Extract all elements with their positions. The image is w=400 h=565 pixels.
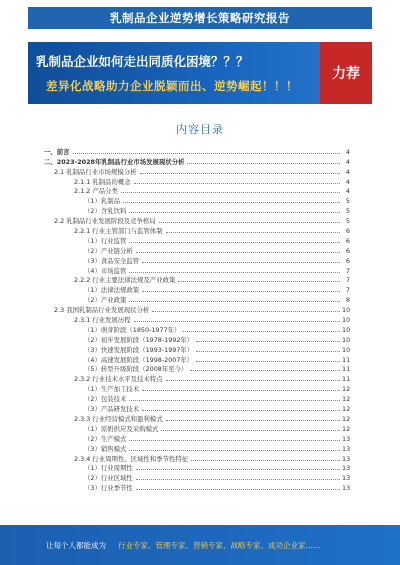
toc-entry[interactable] bbox=[44, 383, 350, 393]
toc-leader-dots bbox=[166, 420, 340, 421]
toc-entry[interactable] bbox=[44, 314, 350, 324]
toc-entry[interactable] bbox=[44, 344, 350, 354]
toc-entry[interactable] bbox=[44, 245, 350, 255]
toc-entry-text: 2.2.1 行业主管部门与监管体制 bbox=[74, 227, 163, 236]
toc-entry-page: 13 bbox=[342, 454, 351, 463]
toc-leader-dots bbox=[183, 331, 340, 332]
toc-entry-page: 4 bbox=[345, 167, 350, 176]
toc-entry-text: （3）快速发展阶段（1993-1997年） bbox=[84, 345, 194, 354]
toc-leader-dots bbox=[129, 242, 340, 243]
toc-entry-page: 4 bbox=[345, 177, 350, 186]
toc-entry[interactable] bbox=[44, 235, 350, 245]
toc-entry-page: 10 bbox=[342, 345, 351, 354]
toc-entry-text: （4）市场监管 bbox=[84, 266, 127, 275]
toc-entry-text: 2.3.3 行业经营模式和盈利模式 bbox=[74, 414, 163, 423]
toc-leader-dots bbox=[121, 192, 340, 193]
toc-leader-dots bbox=[134, 321, 340, 322]
toc-entry-text: 2.3.4 行业周期性、区域性和季节性特征 bbox=[74, 454, 189, 463]
toc-entry-page: 10 bbox=[342, 325, 351, 334]
toc-entry[interactable] bbox=[44, 354, 350, 364]
toc-leader-dots bbox=[190, 370, 340, 371]
toc-entry-text: （1）萌芽阶段（1850-1977年） bbox=[84, 325, 181, 334]
toc-entry-page: 7 bbox=[345, 266, 350, 275]
toc-leader-dots bbox=[140, 173, 341, 174]
toc-entry-page: 10 bbox=[342, 306, 351, 315]
toc-leader-dots bbox=[129, 440, 340, 441]
toc-entry-text: （2）含乳饮料 bbox=[84, 207, 127, 216]
toc-entry-text: （1）生产加工技术 bbox=[84, 385, 140, 394]
toc-entry-text: （2）产业链分析 bbox=[84, 246, 133, 255]
toc-entry-text: 2.3 我国乳制品行业发展现状分析 bbox=[54, 306, 150, 315]
toc-entry-page: 6 bbox=[345, 246, 350, 255]
toc-entry-text: 2.1.2 产品分类 bbox=[74, 187, 118, 196]
toc-entry-page: 8 bbox=[345, 296, 350, 305]
toc-entry-page: 4 bbox=[345, 147, 350, 156]
toc-entry-page: 13 bbox=[342, 464, 351, 473]
hero-title: 乳制品企业如何走出同质化困境？？？ bbox=[36, 54, 249, 69]
toc-leader-dots bbox=[142, 410, 340, 411]
top-bar bbox=[0, 0, 400, 36]
toc-entry-page: 12 bbox=[342, 405, 351, 414]
toc-entry[interactable] bbox=[44, 284, 350, 294]
toc-entry-text: （1）行业周期性 bbox=[84, 464, 133, 473]
toc-entry-text: （3）产品研发技术 bbox=[84, 405, 140, 414]
toc-entry-text: （3）行业季节性 bbox=[84, 484, 133, 493]
toc-leader-dots bbox=[159, 222, 340, 223]
report-title-band bbox=[28, 7, 372, 29]
toc-entry-text: （2）包装技术 bbox=[84, 395, 127, 404]
toc-entry-text: （2）生产模式 bbox=[84, 434, 127, 443]
toc-leader-dots bbox=[134, 183, 340, 184]
toc-entry-text: （2）初步发展阶段（1978-1992年） bbox=[84, 335, 194, 344]
toc-entry[interactable] bbox=[44, 453, 350, 463]
toc-entry-page: 4 bbox=[345, 187, 350, 196]
toc-leader-dots bbox=[196, 351, 340, 352]
toc-leader-dots bbox=[129, 450, 340, 451]
toc-entry[interactable] bbox=[44, 413, 350, 423]
toc-entry-text: （2）产业政策 bbox=[84, 296, 127, 305]
toc-entry-text: 2.2.2 行业主要法律法规及产业政策 bbox=[74, 276, 176, 285]
toc-leader-dots bbox=[136, 252, 340, 253]
toc-leader-dots bbox=[73, 153, 340, 154]
toc-entry-page: 6 bbox=[345, 227, 350, 236]
toc-entry-page: 7 bbox=[345, 276, 350, 285]
toc-entry-page: 5 bbox=[345, 197, 350, 206]
toc-entry[interactable] bbox=[44, 304, 350, 314]
toc-entry-page: 6 bbox=[345, 256, 350, 265]
toc-leader-dots bbox=[196, 341, 340, 342]
toc-entry-page: 11 bbox=[342, 365, 351, 374]
toc-entry-page: 5 bbox=[345, 217, 350, 226]
toc-entry[interactable] bbox=[44, 156, 350, 166]
toc-entry-text: （1）乳制品 bbox=[84, 197, 121, 206]
toc-entry-page: 11 bbox=[342, 375, 351, 384]
toc-entry-text: 二、2023-2028年乳制品行业市场发展现状分析 bbox=[44, 157, 185, 166]
toc-entry-page: 6 bbox=[345, 236, 350, 245]
toc-entry-page: 7 bbox=[345, 286, 350, 295]
toc-leader-dots bbox=[136, 489, 340, 490]
toc-entry[interactable] bbox=[44, 255, 350, 265]
toc-entry-text: 2.1 乳制品行业市场规模分析 bbox=[54, 167, 137, 176]
toc-entry[interactable] bbox=[44, 463, 350, 473]
toc-entry[interactable] bbox=[44, 482, 350, 492]
toc-entry[interactable] bbox=[44, 393, 350, 403]
toc-leader-dots bbox=[129, 301, 340, 302]
toc-entry[interactable] bbox=[44, 443, 350, 453]
toc-entry[interactable] bbox=[44, 373, 350, 383]
toc-entry[interactable] bbox=[44, 146, 350, 156]
toc-entry-page: 5 bbox=[345, 207, 350, 216]
toc-entry-page: 10 bbox=[342, 335, 351, 344]
toc-entry[interactable] bbox=[44, 265, 350, 275]
toc-entry[interactable] bbox=[44, 195, 350, 205]
toc-entry-page: 11 bbox=[342, 355, 351, 364]
toc-entry[interactable] bbox=[44, 324, 350, 334]
toc-leader-dots bbox=[166, 380, 340, 381]
toc-entry-text: （3）销售模式 bbox=[84, 444, 127, 453]
footer-bar bbox=[0, 525, 400, 565]
toc-entry[interactable] bbox=[44, 294, 350, 304]
toc-entry[interactable] bbox=[44, 433, 350, 443]
toc-leader-dots bbox=[196, 361, 340, 362]
toc-entry[interactable] bbox=[44, 364, 350, 374]
toc-leader-dots bbox=[129, 212, 340, 213]
toc-entry-page: 12 bbox=[342, 424, 351, 433]
toc-entry-text: 2.3.2 行业技术水平及技术特点 bbox=[74, 375, 163, 384]
toc-leader-dots bbox=[129, 272, 340, 273]
toc-leader-dots bbox=[129, 400, 340, 401]
toc-entry-text: 2.3.1 行业发展历程 bbox=[74, 316, 131, 325]
toc-entry-text: 2.1.1 乳制品的概念 bbox=[74, 177, 131, 186]
toc-entry-page: 13 bbox=[342, 444, 351, 453]
toc-entry[interactable] bbox=[44, 334, 350, 344]
toc-entry-page: 12 bbox=[342, 385, 351, 394]
toc-leader-dots bbox=[136, 469, 340, 470]
toc-leader-dots bbox=[161, 430, 340, 431]
toc-entry[interactable] bbox=[44, 215, 350, 225]
toc-entry-text: 一、前言 bbox=[44, 147, 70, 156]
toc-entry-text: （5）转型升级阶段（2008年至今） bbox=[84, 365, 188, 374]
toc-leader-dots bbox=[166, 232, 340, 233]
toc-entry-page: 13 bbox=[342, 434, 351, 443]
table-of-contents bbox=[44, 146, 350, 492]
toc-entry-text: （1）法律法规政策 bbox=[84, 286, 140, 295]
toc-leader-dots bbox=[152, 311, 340, 312]
hero-banner bbox=[28, 42, 372, 104]
report-title: 乳制品企业逆势增长策略研究报告 bbox=[110, 11, 290, 25]
toc-entry-page: 13 bbox=[342, 474, 351, 483]
footer-left-text: 让每个人都能成为 bbox=[46, 540, 106, 550]
toc-entry[interactable] bbox=[44, 205, 350, 215]
toc-leader-dots bbox=[142, 291, 340, 292]
toc-entry[interactable] bbox=[44, 186, 350, 196]
toc-entry-text: 2.2 乳制品行业发展阶段及竞争格局 bbox=[54, 217, 156, 226]
toc-entry-page: 10 bbox=[342, 316, 351, 325]
toc-entry[interactable] bbox=[44, 225, 350, 235]
toc-entry[interactable] bbox=[44, 472, 350, 482]
toc-leader-dots bbox=[136, 479, 340, 480]
toc-entry[interactable] bbox=[44, 176, 350, 186]
recommend-stamp-text: 力荐 bbox=[332, 66, 360, 82]
toc-entry-page: 4 bbox=[345, 157, 350, 166]
toc-entry[interactable] bbox=[44, 166, 350, 176]
toc-leader-dots bbox=[178, 281, 340, 282]
toc-leader-dots bbox=[123, 202, 340, 203]
toc-entry-text: （1）原奶供应及采购模式 bbox=[84, 424, 159, 433]
toc-entry-text: （1）行业监管 bbox=[84, 236, 127, 245]
toc-entry-page: 12 bbox=[342, 395, 351, 404]
toc-entry[interactable] bbox=[44, 403, 350, 413]
toc-leader-dots bbox=[191, 460, 340, 461]
toc-entry-text: （2）行业区域性 bbox=[84, 474, 133, 483]
footer-right-text: 行业专家、管理专家、营销专家、战略专家、成功企业家…… bbox=[118, 540, 321, 550]
toc-title: 内容目录 bbox=[176, 123, 224, 136]
toc-entry[interactable] bbox=[44, 423, 350, 433]
toc-entry-text: （4）高速发展阶段（1998-2007年） bbox=[84, 355, 194, 364]
toc-leader-dots bbox=[142, 262, 340, 263]
toc-entry-page: 13 bbox=[342, 484, 351, 493]
toc-entry[interactable] bbox=[44, 275, 350, 285]
toc-leader-dots bbox=[142, 390, 340, 391]
hero-subtitle: 差异化战略助力企业脱颖而出、逆势崛起！！！ bbox=[46, 79, 298, 93]
toc-entry-page: 12 bbox=[342, 414, 351, 423]
recommend-stamp bbox=[320, 42, 372, 104]
toc-entry-text: （3）食品安全监管 bbox=[84, 256, 140, 265]
toc-leader-dots bbox=[187, 163, 340, 164]
